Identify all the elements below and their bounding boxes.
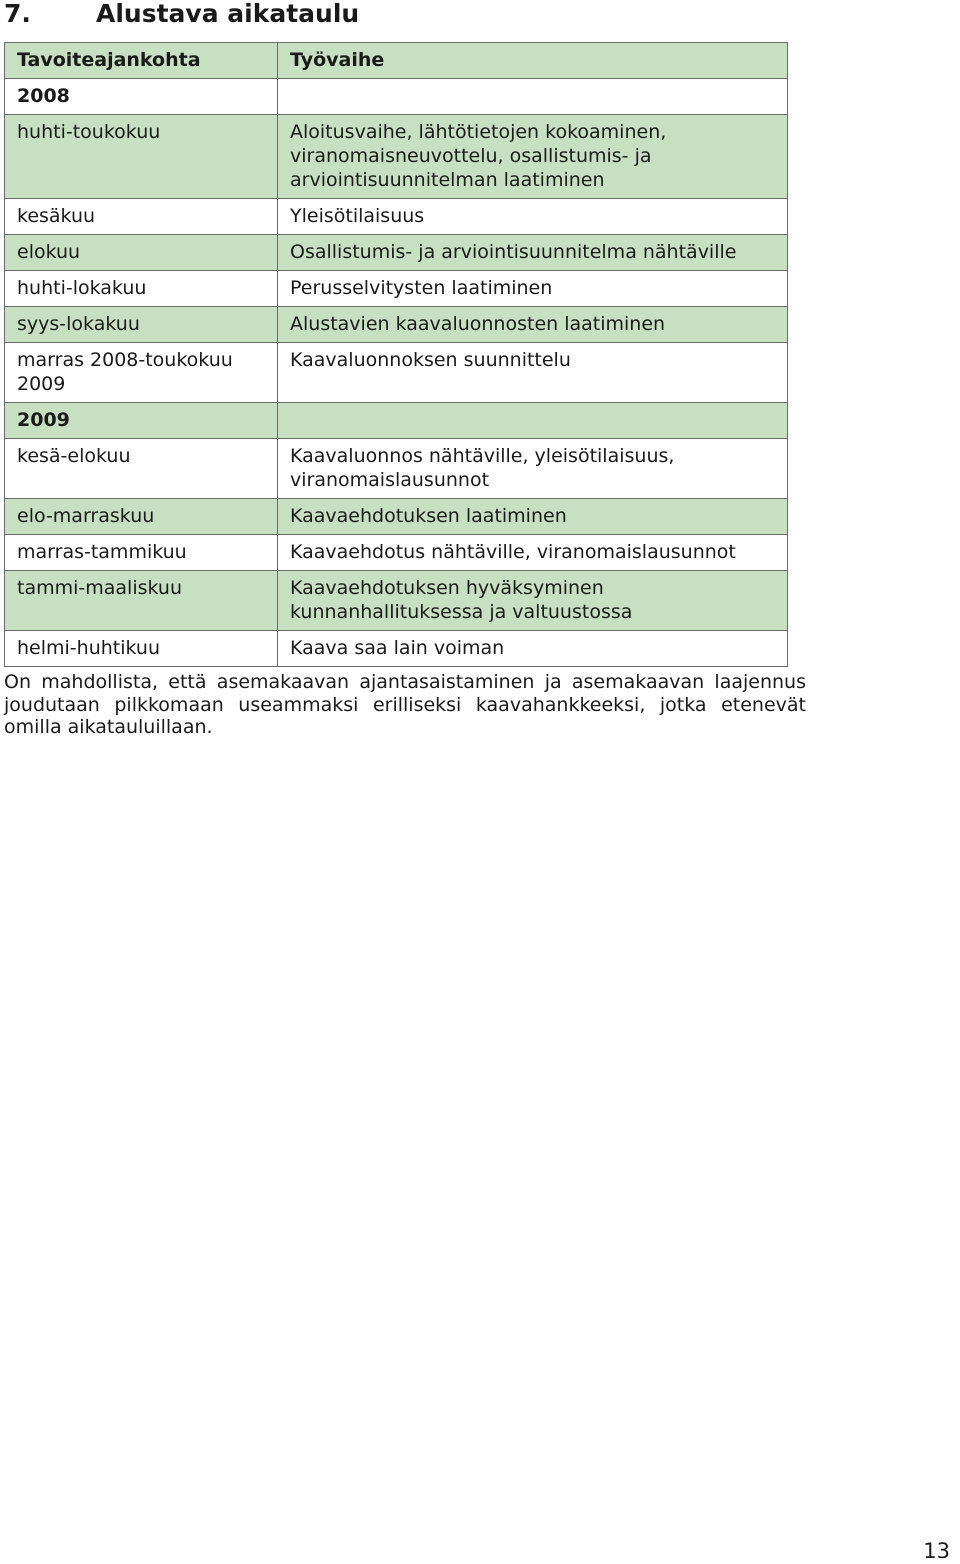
schedule-table [4, 42, 788, 667]
table-row [5, 439, 788, 499]
phase-cell: Kaavaluonnoksen suunnittelu [278, 343, 788, 403]
time-cell: syys-lokakuu [5, 307, 278, 343]
time-cell: kesä-elokuu [5, 439, 278, 499]
section-title: Alustava aikataulu [96, 0, 360, 28]
table-row [5, 343, 788, 403]
time-cell: elo-marraskuu [5, 499, 278, 535]
table-row [5, 271, 788, 307]
phase-cell: Kaavaehdotuksen hyväksyminen kunnanhallituksessa ja valtuustossa [278, 571, 788, 631]
phase-cell: Osallistumis- ja arviointisuunnitelma nähtäville [278, 235, 788, 271]
table-row [5, 79, 788, 115]
time-cell: huhti-toukokuu [5, 115, 278, 199]
page-number: 13 [923, 1539, 950, 1563]
phase-cell: Kaavaehdotus nähtäville, viranomaislausunnot [278, 535, 788, 571]
time-cell: helmi-huhtikuu [5, 631, 278, 667]
table-row [5, 235, 788, 271]
table-row [5, 115, 788, 199]
phase-cell [278, 403, 788, 439]
phase-cell: Perusselvitysten laatiminen [278, 271, 788, 307]
note-paragraph: On mahdollista, että asemakaavan ajantasaistaminen ja asemakaavan laajennus joudutaan pilkkomaan useammaksi erilliseksi kaavahankkeeksi, jotka etenevät omilla aikatauluillaan. [4, 671, 806, 738]
year-cell: 2009 [5, 403, 278, 439]
time-cell: elokuu [5, 235, 278, 271]
section-heading [4, 0, 359, 28]
section-number: 7. [4, 0, 31, 28]
table-row [5, 403, 788, 439]
phase-cell: Yleisötilaisuus [278, 199, 788, 235]
time-cell: marras-tammikuu [5, 535, 278, 571]
header-target-time: Tavoiteajankohta [5, 43, 278, 79]
header-work-phase: Työvaihe [278, 43, 788, 79]
phase-cell [278, 79, 788, 115]
time-cell: marras 2008-toukokuu 2009 [5, 343, 278, 403]
table-row [5, 571, 788, 631]
time-cell: huhti-lokakuu [5, 271, 278, 307]
phase-cell: Kaava saa lain voiman [278, 631, 788, 667]
table-row [5, 499, 788, 535]
year-cell: 2008 [5, 79, 278, 115]
table-row [5, 307, 788, 343]
phase-cell: Kaavaluonnos nähtäville, yleisötilaisuus, viranomaislausunnot [278, 439, 788, 499]
phase-cell: Alustavien kaavaluonnosten laatiminen [278, 307, 788, 343]
time-cell: kesäkuu [5, 199, 278, 235]
phase-cell: Aloitusvaihe, lähtötietojen kokoaminen, viranomaisneuvottelu, osallistumis- ja arviointisuunnitelman laatiminen [278, 115, 788, 199]
table-row [5, 631, 788, 667]
table-row [5, 199, 788, 235]
time-cell: tammi-maaliskuu [5, 571, 278, 631]
table-header-row [5, 43, 788, 79]
phase-cell: Kaavaehdotuksen laatiminen [278, 499, 788, 535]
table-row [5, 535, 788, 571]
